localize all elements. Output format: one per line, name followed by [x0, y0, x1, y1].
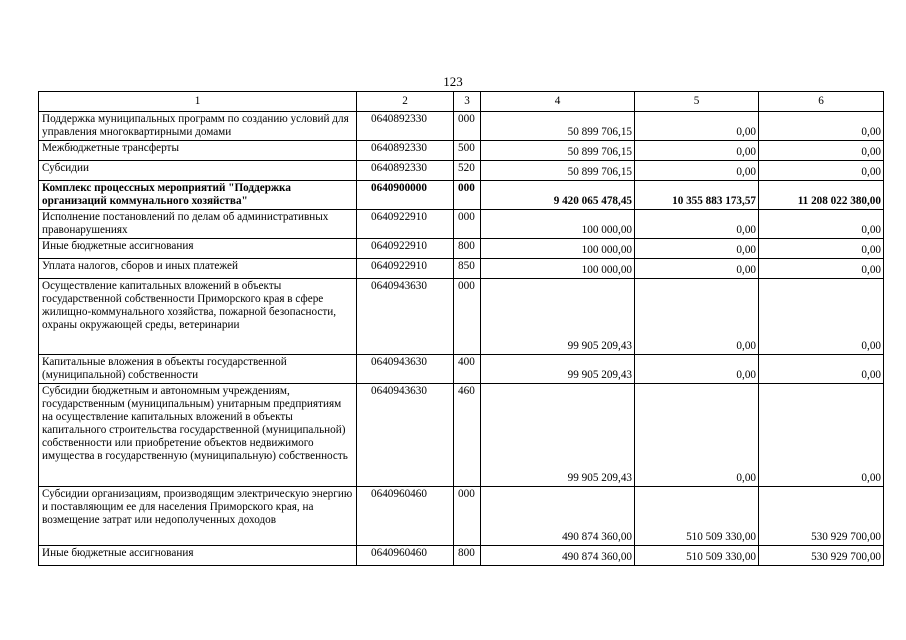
- row-value-col6: 0,00: [759, 141, 884, 161]
- row-value-col6: 530 929 700,00: [759, 487, 884, 546]
- table-row: [39, 239, 884, 259]
- row-expense-type: 400: [454, 355, 481, 384]
- row-value-col5: 0,00: [635, 259, 759, 279]
- row-code: 0640922910: [357, 210, 454, 239]
- row-value-col4: 50 899 706,15: [481, 112, 635, 141]
- row-value-col4: 100 000,00: [481, 210, 635, 239]
- row-name: Уплата налогов, сборов и иных платежей: [39, 259, 357, 279]
- row-value-col4: 99 905 209,43: [481, 279, 635, 355]
- row-expense-type: 000: [454, 487, 481, 546]
- row-value-col6: 0,00: [759, 384, 884, 487]
- row-value-col6: 0,00: [759, 239, 884, 259]
- row-expense-type: 800: [454, 546, 481, 566]
- row-value-col4: 490 874 360,00: [481, 546, 635, 566]
- row-expense-type: 460: [454, 384, 481, 487]
- table-header-row: [39, 92, 884, 112]
- row-name: Иные бюджетные ассигнования: [39, 239, 357, 259]
- row-value-col5: 0,00: [635, 161, 759, 181]
- row-expense-type: 520: [454, 161, 481, 181]
- row-value-col4: 99 905 209,43: [481, 355, 635, 384]
- row-value-col5: 0,00: [635, 141, 759, 161]
- row-value-col6: 0,00: [759, 259, 884, 279]
- row-name: Субсидии: [39, 161, 357, 181]
- row-value-col4: 490 874 360,00: [481, 487, 635, 546]
- column-header-1: 1: [39, 92, 357, 112]
- column-header-2: 2: [357, 92, 454, 112]
- row-code: 0640922910: [357, 259, 454, 279]
- row-code: 0640892330: [357, 112, 454, 141]
- table-row: [39, 259, 884, 279]
- row-code: 0640943630: [357, 279, 454, 355]
- row-value-col4: 99 905 209,43: [481, 384, 635, 487]
- column-header-4: 4: [481, 92, 635, 112]
- table-row: [39, 355, 884, 384]
- table-row: [39, 546, 884, 566]
- table-row: [39, 161, 884, 181]
- row-expense-type: 000: [454, 210, 481, 239]
- row-name: Осуществление капитальных вложений в объекты государственной собственности Приморского края в сфере жилищно-коммунального хозяйства, пожарной безопасности, охраны окружающей среды, ветеринарии: [39, 279, 357, 355]
- row-expense-type: 500: [454, 141, 481, 161]
- row-expense-type: 800: [454, 239, 481, 259]
- table-row: [39, 210, 884, 239]
- row-value-col5: 0,00: [635, 112, 759, 141]
- row-name: Комплекс процессных мероприятий "Поддержка организаций коммунального хозяйства": [39, 181, 357, 210]
- row-name: Капитальные вложения в объекты государственной (муниципальной) собственности: [39, 355, 357, 384]
- table-row: [39, 279, 884, 355]
- table-row: [39, 141, 884, 161]
- row-expense-type: 850: [454, 259, 481, 279]
- row-value-col5: 0,00: [635, 384, 759, 487]
- row-code: 0640943630: [357, 384, 454, 487]
- row-name: Субсидии бюджетным и автономным учреждениям, государственным (муниципальным) унитарным предприятиям на осуществление капитальных вложений в объекты капитального строительства государственной (муниципальной) собственности или приобретение объектов недвижимого имущества в государственную (муниципальную) собственность: [39, 384, 357, 487]
- table-row: [39, 112, 884, 141]
- row-code: 0640960460: [357, 487, 454, 546]
- row-name: Субсидии организациям, производящим электрическую энергию и поставляющим ее для населения Приморского края, на возмещение затрат или недополученных доходов: [39, 487, 357, 546]
- row-expense-type: 000: [454, 279, 481, 355]
- row-code: 0640960460: [357, 546, 454, 566]
- row-expense-type: 000: [454, 112, 481, 141]
- row-name: Исполнение постановлений по делам об административных правонарушениях: [39, 210, 357, 239]
- row-value-col5: 10 355 883 173,57: [635, 181, 759, 210]
- column-header-6: 6: [759, 92, 884, 112]
- table-row: [39, 384, 884, 487]
- row-code: 0640900000: [357, 181, 454, 210]
- row-code: 0640922910: [357, 239, 454, 259]
- row-value-col4: 50 899 706,15: [481, 141, 635, 161]
- row-value-col5: 510 509 330,00: [635, 487, 759, 546]
- budget-table-body: [39, 92, 884, 566]
- row-value-col5: 0,00: [635, 355, 759, 384]
- row-value-col4: 100 000,00: [481, 259, 635, 279]
- page-number: 123: [443, 74, 463, 89]
- row-value-col4: 50 899 706,15: [481, 161, 635, 181]
- row-value-col6: 0,00: [759, 210, 884, 239]
- row-name: Поддержка муниципальных программ по созданию условий для управления многоквартирными домами: [39, 112, 357, 141]
- row-expense-type: 000: [454, 181, 481, 210]
- row-value-col5: 0,00: [635, 239, 759, 259]
- row-value-col5: 0,00: [635, 279, 759, 355]
- row-code: 0640892330: [357, 141, 454, 161]
- row-value-col6: 0,00: [759, 279, 884, 355]
- row-value-col4: 100 000,00: [481, 239, 635, 259]
- row-code: 0640943630: [357, 355, 454, 384]
- row-value-col6: 0,00: [759, 355, 884, 384]
- row-name: Иные бюджетные ассигнования: [39, 546, 357, 566]
- row-value-col6: 530 929 700,00: [759, 546, 884, 566]
- budget-table: [38, 91, 884, 566]
- row-value-col5: 0,00: [635, 210, 759, 239]
- row-value-col5: 510 509 330,00: [635, 546, 759, 566]
- column-header-3: 3: [454, 92, 481, 112]
- row-value-col4: 9 420 065 478,45: [481, 181, 635, 210]
- row-value-col6: 0,00: [759, 112, 884, 141]
- column-header-5: 5: [635, 92, 759, 112]
- row-name: Межбюджетные трансферты: [39, 141, 357, 161]
- table-row: [39, 487, 884, 546]
- table-row: [39, 181, 884, 210]
- row-value-col6: 0,00: [759, 161, 884, 181]
- row-value-col6: 11 208 022 380,00: [759, 181, 884, 210]
- row-code: 0640892330: [357, 161, 454, 181]
